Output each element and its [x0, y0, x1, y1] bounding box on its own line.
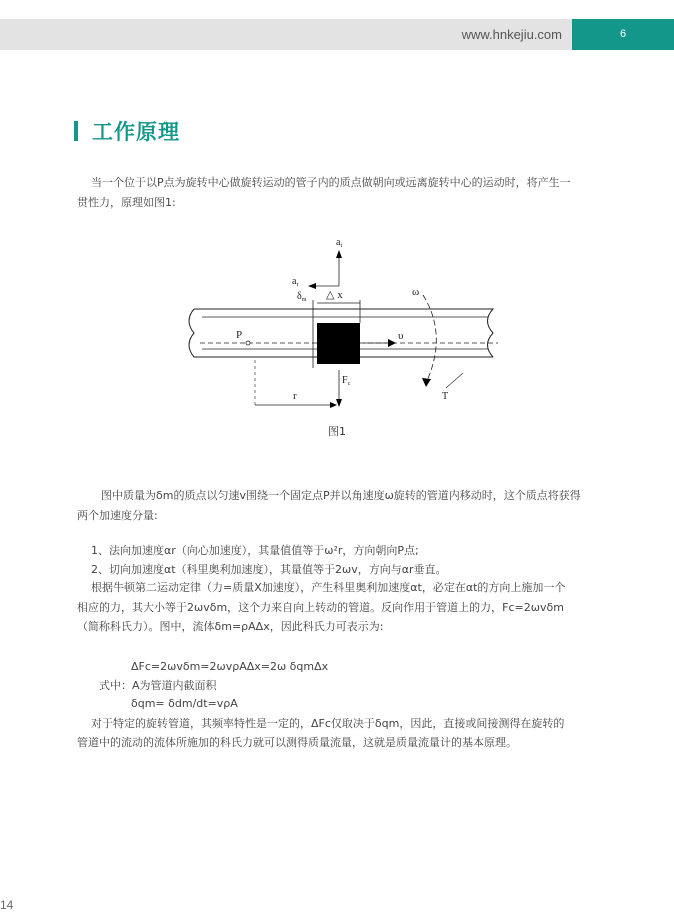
header-bar [0, 19, 674, 50]
p-point [246, 341, 250, 345]
label-t: T [442, 391, 449, 402]
mass-element [317, 323, 360, 364]
label-v: υ [398, 330, 404, 342]
label-ar: $a_r$ [292, 276, 299, 288]
list-item-1: 1、法向加速度αr（向心加速度），其量值值等于ω²r，方向朝向P点; [91, 544, 419, 557]
footer-page-number: 14 [0, 898, 14, 912]
omega-arc [423, 295, 436, 383]
formula-1: ΔFc=2ωvδm=2ωvρAΔx=2ω δqmΔx [131, 660, 329, 673]
velocity-arrowhead [388, 339, 396, 347]
formula-2: δqm= δdm/dt=vρA [131, 697, 238, 710]
p3-line-2: 管道中的流动的流体所施加的科氏力就可以测得质量流量，这就是质量流量计的基本原理。 [77, 736, 517, 749]
intro-line-1: 当一个位于以P点为旋转中心做旋转运动的管子内的质点做朝向或远离旋转中心的运动时，将产生一 [91, 176, 571, 189]
section-title-text: 工作原理 [92, 120, 180, 144]
label-at: $a_t$ [336, 237, 343, 249]
label-p: P [236, 329, 243, 341]
formula-note: 式中：A为管道内截面积 [99, 679, 217, 692]
coriolis-diagram [180, 225, 510, 415]
label-dx: △ x [326, 289, 343, 301]
p3-line-1: 对于特定的旋转管道，其频率特性是一定的，ΔFc仅取决于δqm，因此，直接或间接测得在旋转的 [91, 717, 565, 730]
title-accent-bar [74, 121, 78, 141]
intro-line-2: 贯性力，原理如图1: [77, 196, 176, 209]
list-item-2: 2、切向加速度αt（科里奥利加速度），其量值等于2ωv，方向与αr垂直。 [91, 563, 447, 576]
p1-line-1: 图中质量为δm的质点以匀速v围绕一个固定点P并以角速度ω旋转的管道内移动时，这个质点将获得 [101, 489, 581, 502]
figure-caption: 图1 [328, 425, 346, 438]
p1-line-2: 两个加速度分量: [77, 509, 158, 522]
label-omega: ω [412, 286, 420, 298]
website-url[interactable]: www.hnkejiu.com [461, 27, 562, 42]
page-number-tab: 6 [572, 19, 674, 50]
p2-line-3: （简称科氏力）。图中，流体δm=ρAΔx，因此科氏力可表示为: [77, 620, 384, 633]
p2-line-1: 根据牛顿第二运动定律（力=质量X加速度），产生科里奥利加速度αt，必定在αt的方向上施加一个 [91, 581, 566, 594]
label-dm: $\delta_m$ [297, 291, 307, 303]
p2-line-2: 相应的力，其大小等于2ωvδm，这个力来自向上转动的管道。反向作用于管道上的力，Fc=2ωvδm [77, 601, 564, 614]
t-leader [446, 373, 463, 388]
section-title [74, 116, 180, 146]
label-fc: $F_c$ [342, 375, 351, 387]
label-r: r [293, 390, 297, 402]
